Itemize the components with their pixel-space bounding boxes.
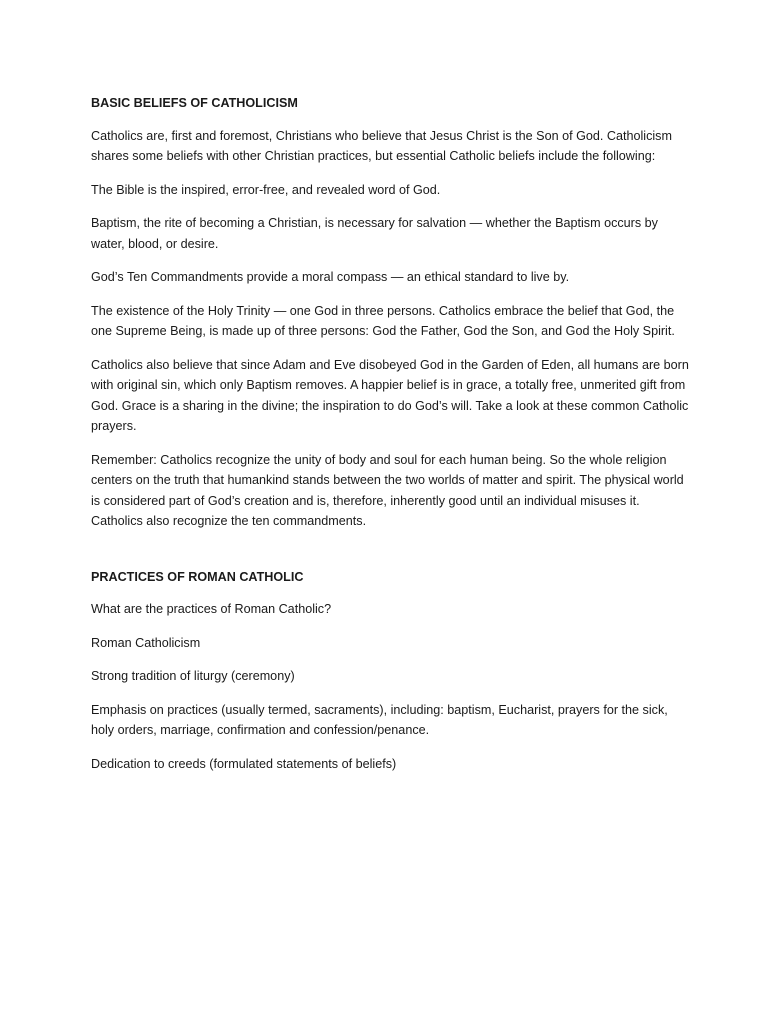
paragraph-creeds: Dedication to creeds (formulated statements of beliefs) [91,756,397,771]
paragraph-sacraments: Emphasis on practices (usually termed, sacraments), including: baptism, Eucharist, prayers for the sick, holy orders, marriage, confirmation and confession/penance. [91,702,668,737]
section-heading-basic-beliefs: BASIC BELIEFS OF CATHOLICISM [91,96,298,110]
document-body [91,93,691,787]
paragraph-practices-question: What are the practices of Roman Catholic? [91,602,332,616]
paragraph-baptism: Baptism, the rite of becoming a Christian, is necessary for salvation — whether the Baptism occurs by water, blood, or desire. [91,216,658,251]
paragraph-liturgy: Strong tradition of liturgy (ceremony) [91,669,295,683]
paragraph-roman-catholicism: Roman Catholicism [91,635,201,650]
paragraph-trinity: The existence of the Holy Trinity — one God in three persons. Catholics embrace the belief that God, the one Supreme Being, is made up of three persons: God the Father, God the Son, and God the Holy Spirit. [91,303,675,338]
paragraph-commandments: God’s Ten Commandments provide a moral compass — an ethical standard to live by. [91,270,570,284]
section-heading-practices: PRACTICES OF ROMAN CATHOLIC [91,569,304,584]
paragraph-bible: The Bible is the inspired, error-free, and revealed word of God. [91,182,441,197]
paragraph-original-sin: Catholics also believe that since Adam and Eve disobeyed God in the Garden of Eden, all humans are born with original sin, which only Baptism removes. A happier belief is in grace, a totally free, unmerited gift from God. Grace is a sharing in the divine; the inspiration to do God’s will. Take a look at these common Catholic prayers. [91,357,689,433]
section-spacer [91,545,691,567]
paragraph-intro: Catholics are, first and foremost, Christians who believe that Jesus Christ is the Son of God. Catholicism shares some beliefs with other Christian practices, but essential Catholic beliefs include the following: [91,128,672,163]
paragraph-remember: Remember: Catholics recognize the unity of body and soul for each human being. So the whole religion centers on the truth that humankind stands between the two worlds of matter and spirit. The physical world is considered part of God’s creation and is, therefore, inherently good until an individual misuses it. Catholics also recognize the ten commandments. [91,452,684,528]
